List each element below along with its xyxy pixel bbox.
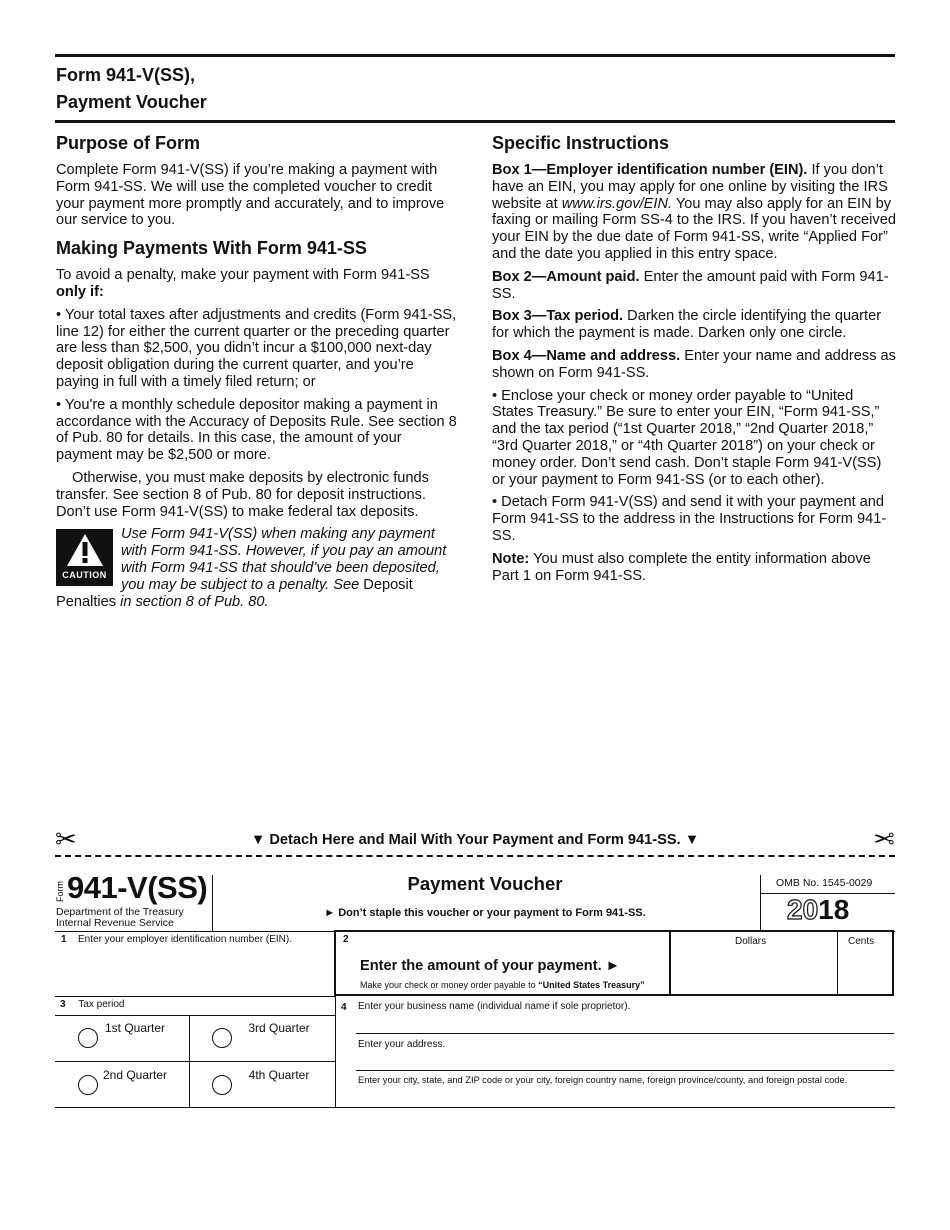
- form-word: Form: [55, 881, 65, 902]
- box2-subtext: [360, 980, 645, 990]
- detach-row: [55, 825, 895, 859]
- cents-label: Cents: [848, 936, 875, 947]
- header-divider-left: [212, 875, 213, 931]
- top-rule: [55, 54, 895, 57]
- box3-instructions: [492, 308, 896, 342]
- box1-number: 1: [61, 934, 67, 945]
- q2-label: 2nd Quarter: [102, 1068, 168, 1082]
- box4-label: Enter your business name (individual name if sole proprietor).: [358, 1001, 631, 1012]
- q4-radio[interactable]: [212, 1075, 232, 1095]
- scissors-icon-right: ✂: [873, 824, 895, 854]
- making-payments-heading: Making Payments With Form 941-SS: [56, 238, 367, 259]
- business-name-line: [356, 1033, 894, 1034]
- q3-radio[interactable]: [212, 1028, 232, 1048]
- caution-icon: [56, 529, 113, 586]
- tax-year: [787, 893, 849, 927]
- condition-bullet-2: • You're a monthly schedule depositor making a payment in accordance with the Accuracy of Deposits Rule. See section 8 of Pub. 80 for details. In this case, the amount of your payment may be $2,500 or more.: [56, 396, 457, 464]
- intro-text-bold: only if:: [56, 283, 104, 300]
- purpose-text: Complete Form 941-V(SS) if you’re making a payment with Form 941-SS. We will use the completed voucher to credit your payment more promptly and accurately, and to improve our service to you.: [56, 162, 445, 229]
- dept-line-2: Internal Revenue Service: [56, 917, 174, 929]
- purpose-heading: Purpose of Form: [56, 133, 201, 153]
- detach-dashed-line: [55, 855, 895, 857]
- header-bottom-rule: [55, 120, 895, 123]
- omb-number: OMB No. 1545-0029: [776, 877, 873, 889]
- box1-text-b: You may also apply for an EIN by faxing or mailing Form SS-4 to the IRS. If you haven’t received your EIN by the due date of Form 941-SS, write “Applied For” and the date you applied in this entry space.: [492, 195, 896, 262]
- note-label: Note:: [492, 550, 530, 567]
- q1-label: 1st Quarter: [104, 1021, 166, 1035]
- box3-heading: Box 3—Tax period.: [492, 308, 624, 325]
- note-body: You must also complete the entity information above Part 1 on Form 941-SS.: [492, 550, 871, 584]
- dept-line-1: Department of the Treasury: [56, 906, 184, 918]
- intro-text-main: To avoid a penalty, make your payment with Form 941-SS: [56, 267, 430, 284]
- box2-instructions: [492, 269, 896, 303]
- warning-triangle-icon: [66, 533, 104, 567]
- box2-amount-divider: [669, 931, 671, 995]
- address-label: Enter your address.: [358, 1039, 446, 1050]
- box3-right-border: [335, 996, 336, 1108]
- box1: [60, 934, 330, 946]
- box4-heading: Box 4—Name and address.: [492, 347, 681, 364]
- box2-subtext-main: Make your check or money order payable to: [360, 980, 539, 990]
- box4-instructions: [492, 348, 896, 382]
- box3-number: 3: [60, 999, 66, 1010]
- q4-label: 4th Quarter: [248, 1068, 310, 1082]
- voucher-title: Payment Voucher: [407, 873, 563, 894]
- cents-input[interactable]: [839, 950, 893, 994]
- box1-bottom-line: [55, 996, 335, 997]
- q2-radio[interactable]: [78, 1075, 98, 1095]
- address-line: [356, 1070, 894, 1071]
- intro-text: [56, 267, 460, 301]
- city-input[interactable]: [356, 1088, 894, 1107]
- box2-number: 2: [343, 934, 349, 945]
- left-column: [56, 132, 460, 610]
- header-divider-right: [760, 875, 761, 931]
- ein-input-area[interactable]: [60, 962, 330, 994]
- box3-header: [60, 999, 124, 1011]
- note-text: [492, 551, 896, 585]
- box2-text: Enter the amount paid with Form 941-SS.: [492, 268, 889, 302]
- box3-text: Darken the circle identifying the quarter for which the payment is made. Darken only one circle.: [492, 308, 882, 342]
- box2-heading: Box 2—Amount paid.: [492, 268, 640, 285]
- box4-text: Enter your name and address as shown on Form 941-SS.: [492, 347, 896, 381]
- specific-instructions-heading: Specific Instructions: [492, 133, 670, 153]
- page-title: [56, 62, 207, 116]
- title-line-1: Form 941-V(SS),: [56, 65, 196, 85]
- quarter-grid-middle: [55, 1061, 335, 1062]
- voucher-bottom-line: [55, 1107, 895, 1108]
- year-outline: 20: [787, 894, 819, 925]
- irs-ein-url: www.irs.gov/EIN.: [561, 195, 673, 212]
- q1-radio[interactable]: [78, 1028, 98, 1048]
- box1-text-a: If you don’t have an EIN, you may apply for one online by visiting the IRS website at: [492, 162, 888, 212]
- detach-instruction: ▼ Detach Here and Mail With Your Payment and Form 941-SS. ▼: [250, 832, 700, 848]
- otherwise-text: Otherwise, you must make deposits by electronic funds transfer. See section 8 of Pub. 80 for deposit instructions. Don’t use Form 941-V(SS) to make federal tax deposits.: [56, 469, 429, 520]
- quarter-grid-top: [55, 1015, 335, 1016]
- box1-label: Enter your employer identification number (EIN).: [78, 934, 292, 945]
- caution-text-part-1: Use Form 941-V(SS) when making any payment with Form 941-SS. However, if you pay an amount with Form 941-SS that should’ve been deposited, you may be subject to a penalty. See: [121, 526, 447, 593]
- business-name-input[interactable]: [356, 1014, 894, 1033]
- box1-heading: Box 1—Employer identification number (EIN).: [492, 162, 808, 178]
- dollars-input[interactable]: [672, 950, 836, 994]
- caution-label: CAUTION: [62, 569, 107, 580]
- right-column: [492, 132, 896, 590]
- detach-bullet: • Detach Form 941-V(SS) and send it with your payment and Form 941-SS to the address in the Instructions for Form 941-SS.: [492, 494, 887, 544]
- box4-number: 4: [341, 1002, 347, 1013]
- city-label: Enter your city, state, and ZIP code or your city, foreign country name, foreign province/county, and foreign postal code.: [358, 1075, 848, 1085]
- address-input[interactable]: [356, 1051, 894, 1070]
- condition-bullet-1: • Your total taxes after adjustments and credits (Form 941-SS, line 12) for either the current quarter or the preceding quarter are less than $2,500, you didn’t incur a $100,000 next-day deposit obligation during the current quarter, and you’re paying in full with a timely filed return; or: [56, 306, 457, 390]
- dollars-label: Dollars: [735, 936, 767, 947]
- q3-label: 3rd Quarter: [248, 1021, 310, 1035]
- box1-instructions: [492, 162, 896, 263]
- form-number: 941-V(SS): [67, 870, 208, 905]
- enclose-bullet: • Enclose your check or money order payable to “United States Treasury.” Be sure to enter your EIN, “Form 941-SS,” and the tax period (“1st Quarter 2018,” “2nd Quarter 2018,” “3rd Quarter 2018,” or “4th Quarter 2018”) on your check or money order. Don’t send cash. Don’t staple Form 941-V(SS) or your payment to Form 941-SS (or to each other).: [492, 387, 882, 488]
- deposit-penalties-ref: Deposit Penalties: [56, 576, 413, 610]
- year-solid: 18: [818, 894, 850, 925]
- quarter-grid-vertical: [189, 1015, 190, 1108]
- voucher-subtitle: ► Don’t staple this voucher or your payment to Form 941-SS.: [324, 907, 646, 919]
- box2-label: Enter the amount of your payment. ►: [360, 958, 621, 974]
- title-line-2: Payment Voucher: [56, 92, 207, 112]
- box2-cents-divider: [837, 931, 838, 995]
- box2-payee: “United States Treasury”: [538, 980, 645, 990]
- box3-label: Tax period: [78, 999, 125, 1010]
- caution-block: [56, 526, 460, 610]
- scissors-icon-left: ✂: [55, 824, 77, 854]
- department-label: [56, 907, 184, 929]
- caution-text: [56, 526, 460, 610]
- caution-text-part-3: in section 8 of Pub. 80.: [116, 593, 269, 610]
